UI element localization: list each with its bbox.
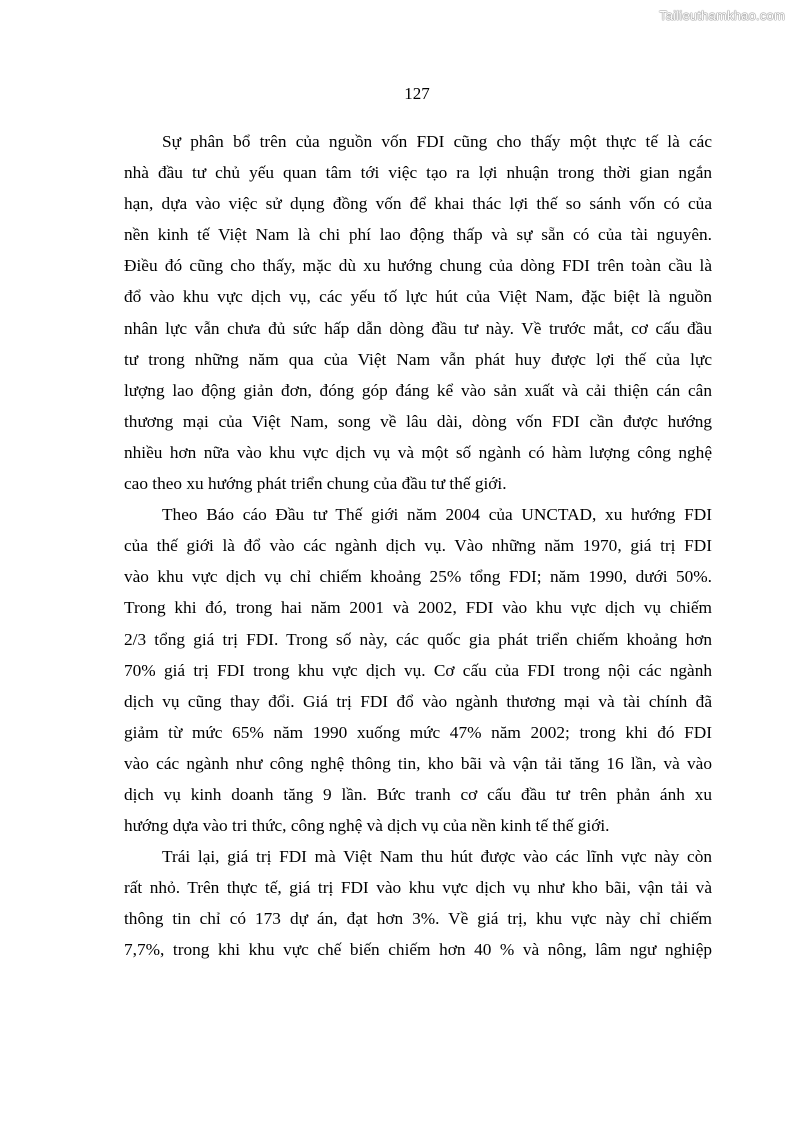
text-line: nhân lực vẫn chưa đủ sức hấp dẫn dòng đầu tư này. Về trước mắt, cơ cấu đầu bbox=[124, 318, 712, 338]
paragraph-1 bbox=[124, 126, 712, 499]
paragraph-2 bbox=[124, 499, 712, 841]
text-line: lượng lao động giản đơn, đóng góp đáng kể vào sản xuất và cải thiện cán cân bbox=[124, 380, 712, 400]
text-line: 2/3 tổng giá trị FDI. Trong số này, các quốc gia phát triển chiếm khoảng hơn bbox=[124, 629, 712, 649]
text-line: nền kinh tế Việt Nam là chi phí lao động thấp và sự sẵn có của tài nguyên. bbox=[124, 225, 712, 245]
document-body bbox=[124, 126, 712, 966]
text-line: vào các ngành như công nghệ thông tin, kho bãi và vận tải tăng 16 lần, và vào bbox=[124, 753, 712, 773]
text-line: Điều đó cũng cho thấy, mặc dù xu hướng chung của dòng FDI trên toàn cầu là bbox=[124, 256, 712, 276]
text-line: Trái lại, giá trị FDI mà Việt Nam thu hút được vào các lĩnh vực này còn bbox=[162, 847, 712, 867]
text-line: giảm từ mức 65% năm 1990 xuống mức 47% năm 2002; trong khi đó FDI bbox=[124, 722, 712, 742]
text-line: 70% giá trị FDI trong khu vực dịch vụ. Cơ cấu của FDI trong nội các ngành bbox=[124, 660, 712, 680]
text-line: thương mại của Việt Nam, song về lâu dài, dòng vốn FDI cần được hướng bbox=[124, 411, 712, 431]
text-line: 7,7%, trong khi khu vực chế biến chiếm hơn 40 % và nông, lâm ngư nghiệp bbox=[124, 940, 712, 960]
text-line: vào khu vực dịch vụ chỉ chiếm khoảng 25% tổng FDI; năm 1990, dưới 50%. bbox=[124, 567, 712, 587]
paragraph-3 bbox=[124, 841, 712, 965]
text-line: của thế giới là đổ vào các ngành dịch vụ. Vào những năm 1970, giá trị FDI bbox=[124, 536, 712, 556]
text-line: Theo Báo cáo Đầu tư Thế giới năm 2004 của UNCTAD, xu hướng FDI bbox=[162, 505, 712, 525]
text-line: hướng dựa vào tri thức, công nghệ và dịch vụ của nền kinh tế thế giới. bbox=[124, 816, 610, 836]
text-line: cao theo xu hướng phát triển chung của đầu tư thế giới. bbox=[124, 474, 507, 494]
text-line: nhà đầu tư chủ yếu quan tâm tới việc tạo ra lợi nhuận trong thời gian ngắn bbox=[124, 163, 712, 183]
text-line: thông tin chỉ có 173 dự án, đạt hơn 3%. Về giá trị, khu vực này chỉ chiếm bbox=[124, 909, 712, 929]
text-line: tư trong những năm qua của Việt Nam vẫn phát huy được lợi thế của lực bbox=[124, 349, 712, 369]
text-line: đổ vào khu vực dịch vụ, các yếu tố lực hút của Việt Nam, đặc biệt là nguồn bbox=[124, 287, 712, 307]
text-line: Trong khi đó, trong hai năm 2001 và 2002, FDI vào khu vực dịch vụ chiếm bbox=[124, 598, 712, 618]
text-line: dịch vụ kinh doanh tăng 9 lần. Bức tranh cơ cấu đầu tư trên phản ánh xu bbox=[124, 784, 712, 804]
text-line: nhiều hơn nữa vào khu vực dịch vụ và một số ngành có hàm lượng công nghệ bbox=[124, 442, 712, 462]
page-number: 127 bbox=[404, 84, 430, 103]
watermark: Tailieuthamkhao.com bbox=[659, 8, 785, 23]
text-line: dịch vụ cũng thay đổi. Giá trị FDI đổ vào ngành thương mại và tài chính đã bbox=[124, 691, 712, 711]
text-line: hạn, dựa vào việc sử dụng đồng vốn để khai thác lợi thế so sánh vốn có của bbox=[124, 194, 712, 214]
text-line: rất nhỏ. Trên thực tế, giá trị FDI vào khu vực dịch vụ như kho bãi, vận tải và bbox=[124, 878, 712, 898]
text-line: Sự phân bổ trên của nguồn vốn FDI cũng cho thấy một thực tế là các bbox=[162, 132, 712, 151]
